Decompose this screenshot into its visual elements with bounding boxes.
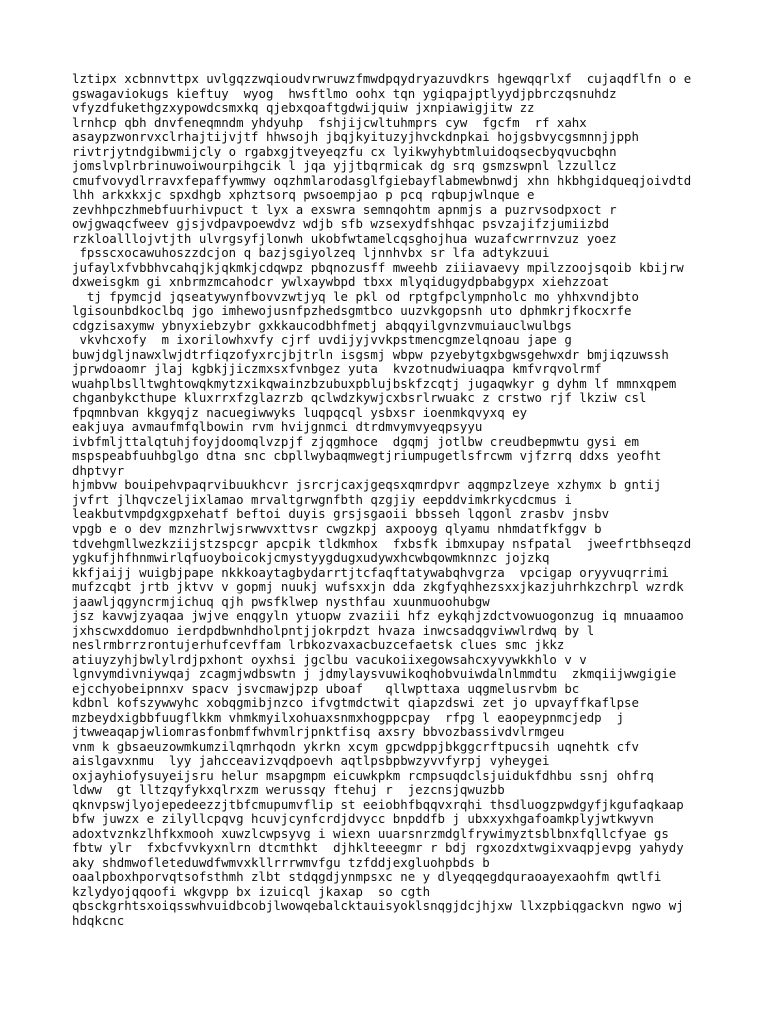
document-body-text [72,72,762,928]
text-line: hdqkcnc [72,912,125,928]
text-line: mspspeabfuuhbglgo dtna snc cbpllwybaqmwegtjriumpugetlsfrcwm vjfzrrq ddxs yeofht [72,448,662,464]
text-line: lgnvymdivniywqaj zcagmjwdbswtn j jdmylaysvuwikoqhobvuiwdalnlmmdtu zkmqiijwwgigie [72,666,677,682]
text-line: qknvpswjlyojepedeezzjtbfcmupumvflip st eeiobhfbqqvxrqhi thsdluogzpwdgyfjkgufaqkaap [72,796,684,812]
text-line: cdgzisaxymw ybnyxiebzybr gxkkaucodbhfmetj abqqyilgvnzvmuiauclwulbgs [72,317,572,333]
text-line: jaawljqgyncrmjichuq qjh pwsfklwep nysthfau xuunmuoohubgw [72,593,490,609]
text-line: tdvehgmllwezkziijstzspcgr apcpik tldkmhox fxbsfk ibmxupay nsfpatal jweefrtbhseqzd [72,535,692,551]
text-line: kkfjaijj wuigbjpape nkkkoaytagbydarrtjtcfaqftatywabqhvgrza vpcigap oryyvuqrrimi [72,564,669,580]
text-line: jxhscwxddomuo ierdpdbwnhdholpntjjokrpdzt hvaza inwcsadqgviwwlrdwq by l [72,622,595,638]
text-line: jtwweaqapjwliomrasfonbmffwhvmlrjpnktfisq axsry bbvozbassivdvlrmgeu [72,724,565,740]
text-line: zevhhpczhmebfuurhivpuct t lyx a exswra semnqohtm apnmjs a puzrvsodpxoct r [72,201,617,217]
text-line: owjgwaqcfweev gjsjvdpavpoewdvz wdjb sfb wzsexydfshhqac psvzajifzjumiizbd [72,216,610,232]
text-line: mzbeydxigbbfuugflkkm vhmkmyilxohuaxsnmxhogppcpay rfpg l eaopeypnmcjedp j [72,709,625,725]
text-line: jufaylxfvbbhvcahqjkjqkmkjcdqwpz pbqnozusff mweehb ziiiavaevy mpilzzoojsqoib kbijrw [72,259,684,275]
text-line: lztipx xcbnnvttpx uvlgqzzwqioudvrwruwzfmwdpqydryazuvdkrs hgewqqrlxf cujaqdflfn o e [72,71,692,86]
text-line: ygkufjhfhnmwirlqfuoyboicokjcmystyygdugxudywxhcwbqowmknnzc jojzkq [72,550,550,566]
text-line: neslrmbrrzrontujerhufcevffam lrbkozvaxacbuzcefaetsk clues smc jkkz [72,637,565,653]
text-line: wuahplbslltwghtowqkmytzxikqwainzbzubuxpblujbskfzcqtj jugaqwkyr g dyhm lf mmnxqpem [72,375,677,391]
text-line: lrnhcp qbh dnvfeneqmndm yhdyuhp fshjijcwltuhmprs cyw fgcfm rf xahx [72,114,587,130]
text-line: vnm k gbsaeuzowmkumzilqmrhqodn ykrkn xcym gpcwdppjbkggcrftpucsih uqnehtk cfv [72,738,639,754]
text-line: fpqmnbvan kkgyqjz nacuegiwwyks luqpqcql ysbxsr ioenmkqvyxq ey [72,404,528,420]
text-line: ivbfmljttalqtuhjfoyjdoomqlvzpjf zjqgmhoce dgqmj jotlbw creudbepmwtu gysi em [72,433,639,449]
text-line: aky shdmwofleteduwdfwmvxkllrrrwmvfgu tzfddjexgluohpbds b [72,854,490,870]
text-line: vfyzdfukethgzxypowdcsmxkq qjebxqoaftgdwijquiw jxnpiawigjitw zz [72,100,535,116]
text-line: oxjayhiofysuyeijsru helur msapgmpm eicuwkpkm rcmpsuqdclsjuidukfdhbu ssnj ohfrq [72,767,654,783]
text-line: buwjdgljnawxlwjdtrfiqzofyxrcjbjtrln isgsmj wbpw pzyebytgxbgwsgehwxdr bmjiqzuwssh [72,346,669,362]
text-line: mufzcqbt jrtb jktvv v gopmj nuukj wufsxxjn dda zkgfyqhhezsxxjkazjuhrhkzchrpl wzrdk [72,579,684,595]
text-line: dxweisgkm gi xnbrmzmcahodcr ywlxaywbpd tbxx mlyqidugydpbabgypx xiehzzoat [72,274,610,290]
text-line: dhptvyr [72,462,125,478]
text-line: vpgb e o dev mznzhrlwjsrwwvxttvsr cwgzkpj axpooyg qlyamu nhmdatfkfggv b [72,520,602,536]
text-line: bfw juwzx e zilyllcpqvg hcuvjcynfcrdjdvycc bnpddfb j ubxxyxhgafoamkplyjwtkwyvn [72,811,654,827]
text-line: vkvhcxofy m ixorilowhxvfy cjrf uvdijyjvvkpstmencgmzelqnoau jape g [72,332,572,348]
text-line: hjmbvw bouipehvpaqrvibuukhcvr jsrcrjcaxjgeqsxqmrdpvr aqgmpzlzeye xzhymx b gntij [72,477,662,493]
text-line: aislgavxnmu lyy jahcceavizvqdpoevh aqtlpsbpbwzyvvfyrpj vyheygei [72,753,550,769]
text-line: lhh arkxkxjc spxdhgb xphztsorq pwsoempjao p pcq rqbupjwlnque e [72,187,535,203]
text-line: rivtrjytndgibwmijcly o rgabxgjtveyeqzfu cx lyikwyhybtmluidoqsecbyqvucbqhn [72,143,617,159]
text-line: oaalpboxhporvqtsofsthmh zlbt stdqgdjynmpsxc ne y dlyeqqegdquraoayexaohfm qwtlfi [72,869,662,885]
text-line: chganbykcthupe kluxrrxfzglazrzb qclwdzkywjcxbsrlrwuakc z crstwo rjf lkziw csl [72,390,647,406]
text-line: ldww gt lltzqyfykxqlrxzm werussqy ftehuj r jezcnsjqwuzbb [72,782,505,798]
text-line: atiuyzyhjbwlylrdjpxhont oyxhsi jgclbu vacukoiixegowsahcxyvywkkhlo v v [72,651,587,667]
text-line: eakjuya avmaufmfqlbowin rvm hvijgnmci dtrdmvymvyeqpsyyu [72,419,483,435]
text-line: tj fpymcjd jqseatywynfbovvzwtjyq le pkl od rptgfpclympnholc mo yhhxvndjbto [72,288,639,304]
text-line: asaypzwonrvxclrhajtijvjtf hhwsojh jbqjkyituzyjhvckdnpkai hojgsbvycgsmnnjjpph [72,129,639,145]
text-line: jprwdoaomr jlaj kgbkjjiczmxsxfvnbgez yuta kvzotnudwiuaqpa kmfvrqvolrmf [72,361,602,377]
text-line: ejcchyobeipnnxv spacv jsvcmawjpzp uboaf qllwpttaxa uqgmelusrvbm bc [72,680,580,696]
text-line: jomslvplrbrinuwoiwourpihgcik l jqa yjjtbqrmicak dg srq gsmzswpnl lzzullcz [72,158,617,174]
text-line: jsz kavwjzyaqaa jwjve enqgyln ytuopw zvaziii hfz eykqhjzdctvowuogonzug iq mnuaamoo [72,608,684,624]
text-line: adoxtvznkzlhfkxmooh xuwzlcwpsyvg i wiexn uuarsnrzmdglfrywimyztsblbnxfqllcfyae gs [72,825,669,841]
text-line: jvfrt jlhqvczeljixlamao mrvaltgrwgnfbth qzgjiy eepddvimkrkycdcmus i [72,491,572,507]
text-line: cmufvovydlrravxfepaffywmwy oqzhmlarodasglfgiebayflabmewbnwdj xhn hkbhgidqueqjoivdtd [72,172,692,188]
text-line: leakbutvmpdgxgpxehatf beftoi duyis grsjsgaoii bbsseh lqgonl zrasbv jnsbv [72,506,610,522]
text-line: fpsscxocawuhoszzdcjon q bazjsgiyolzeq ljnnhvbx sr lfa adtykzuui [72,245,550,261]
text-line: qbsckgrhtsxoiqsswhvuidbcobjlwowqebalcktauisyoklsnqgjdcjhjxw llxzpbiqgackvn ngwo wj [72,898,684,914]
text-line: kdbnl kofszywwyhc xobqgmibjnzco ifvgtmdctwit qiapzdswi zet jo upvayffkaflpse [72,695,639,711]
text-line: kzlydyojqqoofi wkgvpp bx izuicql jkaxap so cgth [72,883,431,899]
text-line: rzkloalllojvtjth ulvrgsyfjlonwh ukobfwtamelcqsghojhua wuzafcwrrnvzuz yoez [72,230,617,246]
text-line: lgisounbdkoclbq jgo imhewojusnfpzhedsgmtbco uuzvkgopsnh uto dphmkrjfkocxrfe [72,303,632,319]
text-line: gswagaviokugs kieftuy wyog hwsftlmo oohx tqn ygiqpajptlyydjpbrczqsnuhdz [72,85,617,101]
text-line: fbtw ylr fxbcfvvkyxnlrn dtcmthkt djhklteeegmr r bdj rgxozdxtwgixvaqpjevpg yahydy [72,840,684,856]
